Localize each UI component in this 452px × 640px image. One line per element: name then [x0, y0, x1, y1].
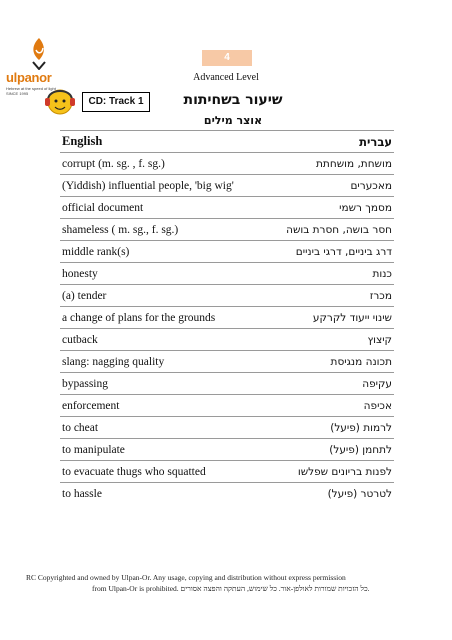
level-label: Advanced Level: [193, 72, 259, 83]
table-row: [60, 417, 394, 439]
english-term: to hassle: [62, 487, 102, 500]
logo-tagline-text: Hebrew at the speed of light: [6, 86, 56, 91]
english-term: corrupt (m. sg. , f. sg.): [60, 153, 266, 175]
english-term: middle rank(s): [60, 241, 266, 263]
table-row: [60, 373, 394, 395]
hebrew-term: מסמך רשמי: [266, 197, 394, 219]
hebrew-term: לטרטר (פיעל): [327, 487, 392, 500]
hebrew-term: מאכערים: [266, 175, 394, 197]
english-term: to cheat: [60, 417, 266, 439]
page-number-badge: 4: [202, 50, 252, 66]
english-term: cutback: [60, 329, 266, 351]
flame-logo-icon: [28, 36, 50, 70]
table-row: [60, 351, 394, 373]
table-row: [60, 483, 394, 505]
hebrew-term: לפנות בריונים שפלשו: [266, 461, 394, 483]
page-title: שיעור בשחיתות: [183, 92, 283, 108]
english-term: slang: nagging quality: [60, 351, 266, 373]
hebrew-term: אכיפה: [266, 395, 394, 417]
hebrew-term: מושחת, מושחתת: [266, 153, 394, 175]
headphones-mascot-icon: [40, 84, 80, 118]
table-row: [60, 439, 394, 461]
hebrew-term: לתחמן (פיעל): [266, 439, 394, 461]
vocabulary-table: [60, 130, 394, 504]
english-term: to manipulate: [60, 439, 266, 461]
copyright-footer: [26, 572, 438, 594]
table-row: [60, 241, 394, 263]
table-row: [60, 219, 394, 241]
hebrew-term: כנות: [266, 263, 394, 285]
table-row: [60, 461, 394, 483]
table-row: [60, 285, 394, 307]
page-subtitle: אוצר מילים: [203, 114, 263, 127]
column-header-hebrew: עברית: [266, 131, 394, 153]
hebrew-term: שינוי ייעוד לקרקע: [266, 307, 394, 329]
english-term: official document: [60, 197, 266, 219]
english-term: a change of plans for the grounds: [60, 307, 266, 329]
footer-line-2: from Ulpan-Or is prohibited. כל הזכויות שמורות לאולפן-אור. כל שימוש, העתקה והפצה אסורים.: [92, 584, 370, 593]
table-row: [60, 175, 394, 197]
table-header-row: [60, 131, 394, 153]
english-term: (Yiddish) influential people, 'big wig': [60, 175, 266, 197]
table-row: [60, 197, 394, 219]
column-header-english: English: [60, 131, 266, 153]
hebrew-term: לרמות (פיעל): [266, 417, 394, 439]
hebrew-term: קיצוץ: [266, 329, 394, 351]
table-row: [60, 395, 394, 417]
hebrew-term: חסר בושה, חסרת בושה: [266, 219, 394, 241]
hebrew-term: מכרז: [266, 285, 394, 307]
english-term: shameless ( m. sg., f. sg.): [60, 219, 266, 241]
cd-track-label: CD: Track 1: [82, 92, 150, 112]
logo-brand-text: ulpanor: [6, 70, 52, 85]
table-row: [60, 153, 394, 175]
footer-line-1: RC Copyrighted and owned by Ulpan-Or. Any usage, copying and distribution without express permission: [26, 573, 346, 582]
table-row: [60, 329, 394, 351]
english-term: to evacuate thugs who squatted: [60, 461, 266, 483]
english-term: honesty: [60, 263, 266, 285]
english-term: bypassing: [60, 373, 266, 395]
hebrew-term: עקיפה: [266, 373, 394, 395]
table-row: [60, 307, 394, 329]
hebrew-term: דרג ביניים, דרגי ביניים: [266, 241, 394, 263]
english-term: (a) tender: [60, 285, 266, 307]
hebrew-term: תכונה מנגיסת: [266, 351, 394, 373]
table-row: [60, 263, 394, 285]
logo-since-text: SINCE 1995: [6, 91, 29, 96]
english-term: enforcement: [60, 395, 266, 417]
